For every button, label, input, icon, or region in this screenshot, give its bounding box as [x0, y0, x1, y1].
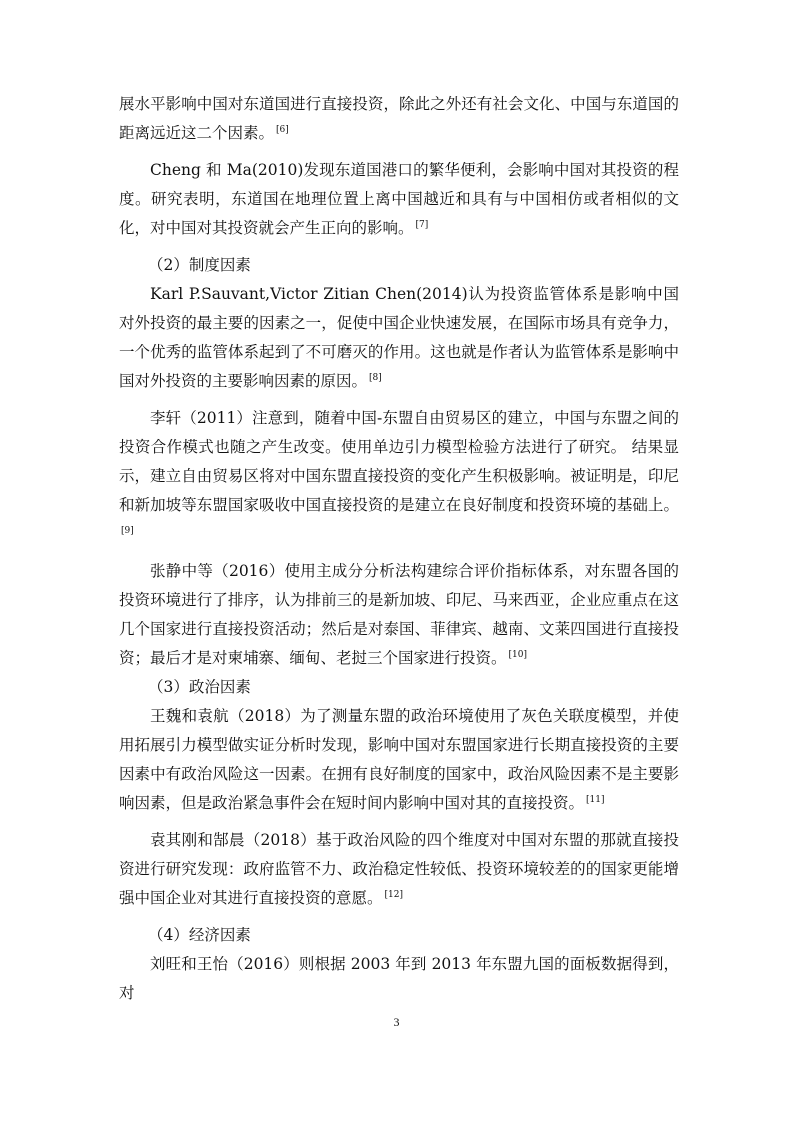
paragraph-text: 展水平影响中国对东道国进行直接投资，除此之外还有社会文化、中国与东道国的距离远近这二个因素。: [119, 95, 679, 142]
section-heading-economic: （4）经济因素: [148, 926, 251, 944]
section-heading-institutional: （2）制度因素: [148, 256, 251, 274]
paragraph-text: 王魏和袁航（2018）为了测量东盟的政治环境使用了灰色关联度模型，并使用拓展引力模型做实证分析时发现，影响中国对东盟国家进行长期直接投资的主要因素中有政治风险这一因素。在拥有良好制度的国家中，政治风险因素不是主要影响因素，但是政治紧急事件会在短时间内影响中国对其的直接投资。: [119, 707, 679, 812]
citation-ref: [8]: [369, 372, 382, 383]
paragraph-zhang-jingzhong: [119, 557, 679, 673]
citation-ref: [7]: [415, 219, 429, 230]
paragraph-text: 张静中等（2016）使用主成分分析法构建综合评价指标体系，对东盟各国的投资环境进行了排序，认为排前三的是新加坡、印尼、马来西亚，企业应重点在这几个国家进行直接投资活动；然后是对泰国、菲律宾、越南、文莱四国进行直接投资；最后才是对柬埔寨、缅甸、老挝三个国家进行投资。: [119, 562, 679, 667]
body-text: [119, 90, 679, 1008]
paragraph-wang-wei: [119, 702, 679, 818]
paragraph-text: 李轩（2011）注意到，随着中国-东盟自由贸易区的建立，中国与东盟之间的投资合作模式也随之产生改变。使用单边引力模型检验方法进行了研究。 结果显示，建立自由贸易区将对中国东盟直接投资的变化产生积极影响。被证明是，印尼和新加坡等东盟国家吸收中国直接投资的是建立在良好制度和投资环境的基础上。: [119, 409, 679, 514]
paragraph-liu-wang: [119, 950, 679, 1008]
paragraph-continuation: [119, 90, 679, 148]
paragraph-yuan-qigang: [119, 826, 679, 913]
citation-ref: [9]: [121, 525, 134, 536]
page-number: 3: [393, 1015, 400, 1029]
paragraph-li-xuan: [119, 404, 679, 549]
paragraph-cheng-ma: [119, 156, 679, 243]
citation-ref: [6]: [276, 124, 289, 135]
paragraph-text: 刘旺和王怡（2016）则根据 2003 年到 2013 年东盟九国的面板数据得到，对: [119, 955, 679, 1002]
paragraph-text: Karl P.Sauvant,Victor Zitian Chen(2014)认为投资监管体系是影响中国对外投资的最主要的因素之一，促使中国企业快速发展，在国际市场具有竞争力，一个优秀的监管体系起到了不可磨灭的作用。这也就是作者认为监管体系是影响中国对外投资的主要影响因素的原因。: [119, 285, 679, 390]
paragraph-text: Cheng 和 Ma(2010)发现东道国港口的繁华便利，会影响中国对其投资的程度。研究表明，东道国在地理位置上离中国越近和具有与中国相仿或者相似的文化，对中国对其投资就会产生正向的影响。: [119, 161, 679, 237]
citation-ref: [11]: [586, 794, 605, 805]
section-heading-political: （3）政治因素: [148, 678, 251, 696]
citation-ref: [10]: [508, 649, 527, 660]
paragraph-text: 袁其刚和郜晨（2018）基于政治风险的四个维度对中国对东盟的那就直接投资进行研究发现：政府监管不力、政治稳定性较低、投资环境较差的的国家更能增强中国企业对其进行直接投资的意愿。: [119, 831, 679, 907]
paragraph-sauvant-chen: [119, 280, 679, 396]
citation-ref: [12]: [384, 889, 403, 900]
